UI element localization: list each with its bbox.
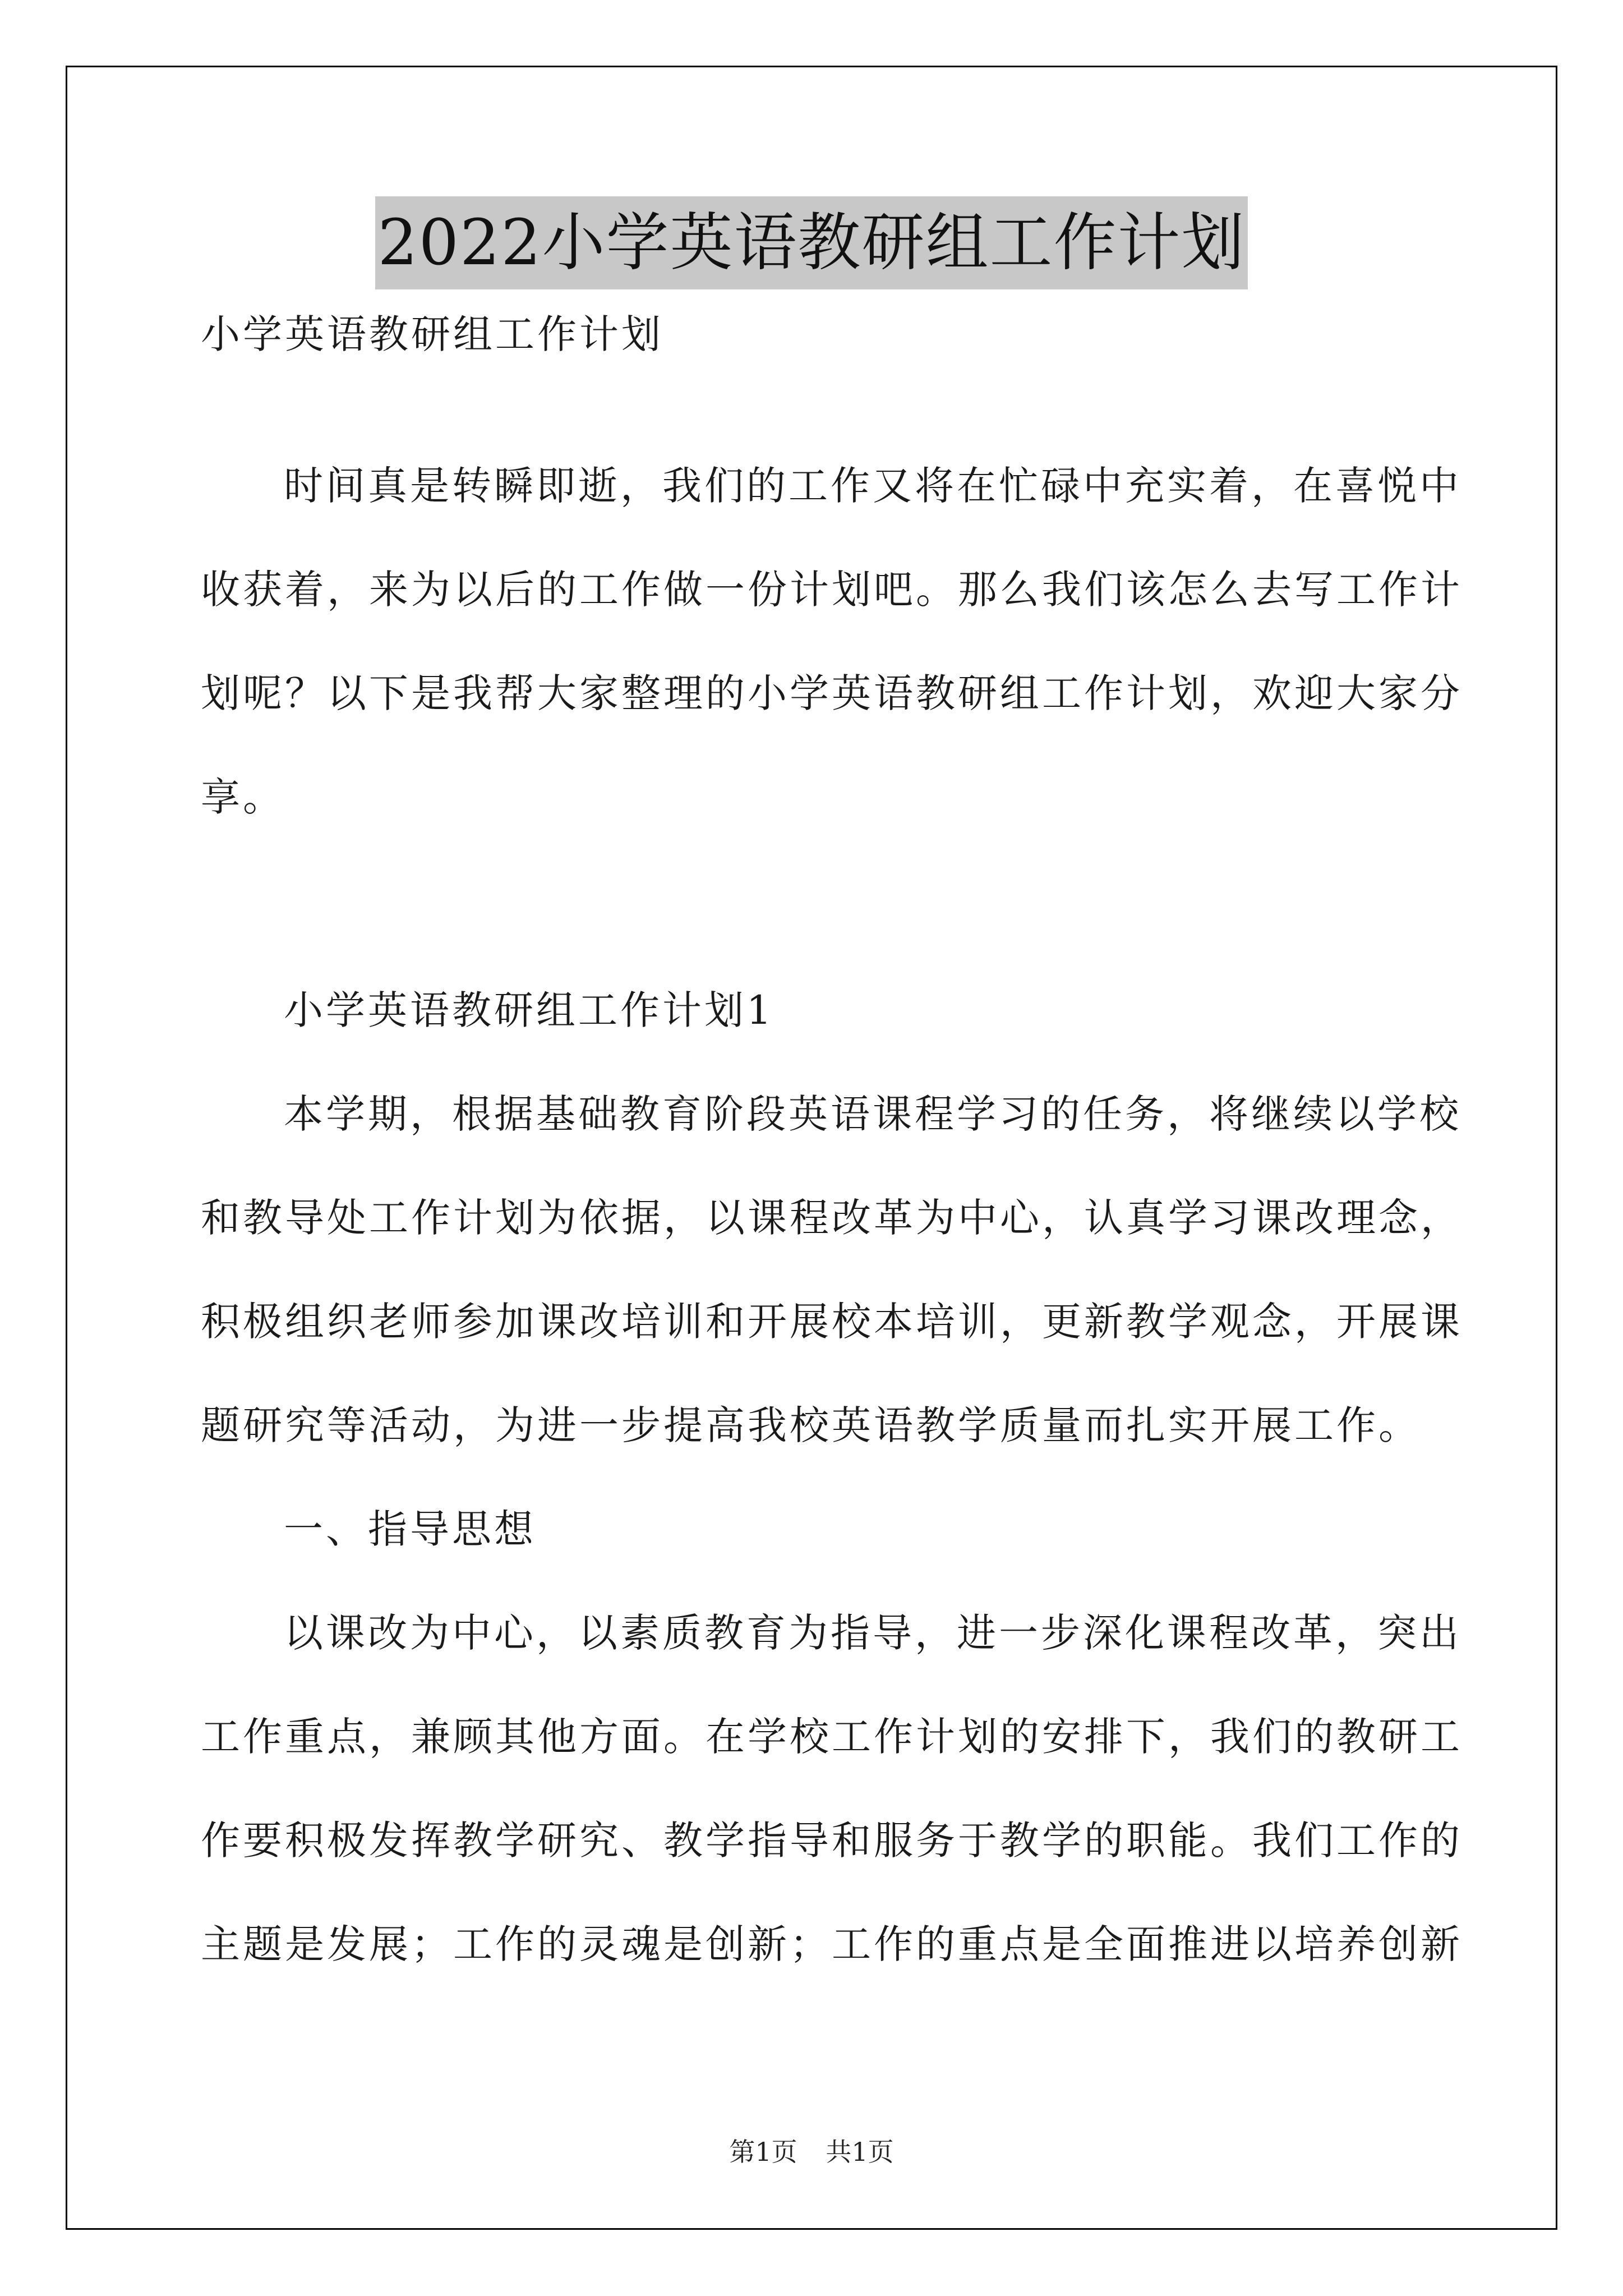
paragraph-line: 收获着，来为以后的工作做一份计划吧。那么我们该怎么去写工作计: [201, 567, 1463, 613]
paragraph-line: 以课改为中心，以素质教育为指导，进一步深化课程改革，突出: [284, 1610, 1461, 1656]
section-heading: 一、指导思想: [284, 1506, 536, 1552]
paragraph-line: 本学期，根据基础教育阶段英语课程学习的任务，将继续以学校: [284, 1091, 1461, 1137]
paragraph-line: 工作重点，兼顾其他方面。在学校工作计划的安排下，我们的教研工: [201, 1714, 1463, 1760]
paragraph-line: 和教导处工作计划为依据，以课程改革为中心，认真学习课改理念，: [201, 1195, 1463, 1241]
paragraph-line: 时间真是转瞬即逝，我们的工作又将在忙碌中充实着，在喜悦中: [284, 463, 1461, 509]
title-container: [0, 196, 1623, 289]
page-footer: [0, 2132, 1623, 2169]
paragraph-line: 享。: [201, 774, 285, 820]
heading-line: 小学英语教研组工作计划: [201, 311, 663, 357]
paragraph-line: 题研究等活动，为进一步提高我校英语教学质量而扎实开展工作。: [201, 1402, 1421, 1448]
paragraph-line: 主题是发展；工作的灵魂是创新；工作的重点是全面推进以培养创新: [201, 1921, 1463, 1967]
paragraph-line: 作要积极发挥教学研究、教学指导和服务于教学的职能。我们工作的: [201, 1818, 1463, 1864]
paragraph-line: 积极组织老师参加课改培训和开展校本培训，更新教学观念，开展课: [201, 1299, 1463, 1345]
page-number-total: 共1页: [826, 2137, 894, 2167]
document-title: 2022小学英语教研组工作计划: [375, 196, 1247, 289]
page-border: [66, 66, 1557, 2230]
paragraph-line: 划呢？以下是我帮大家整理的小学英语教研组工作计划，欢迎大家分: [201, 670, 1463, 716]
section-heading: 小学英语教研组工作计划1: [284, 987, 774, 1033]
page-number-current: 第1页: [729, 2137, 797, 2167]
